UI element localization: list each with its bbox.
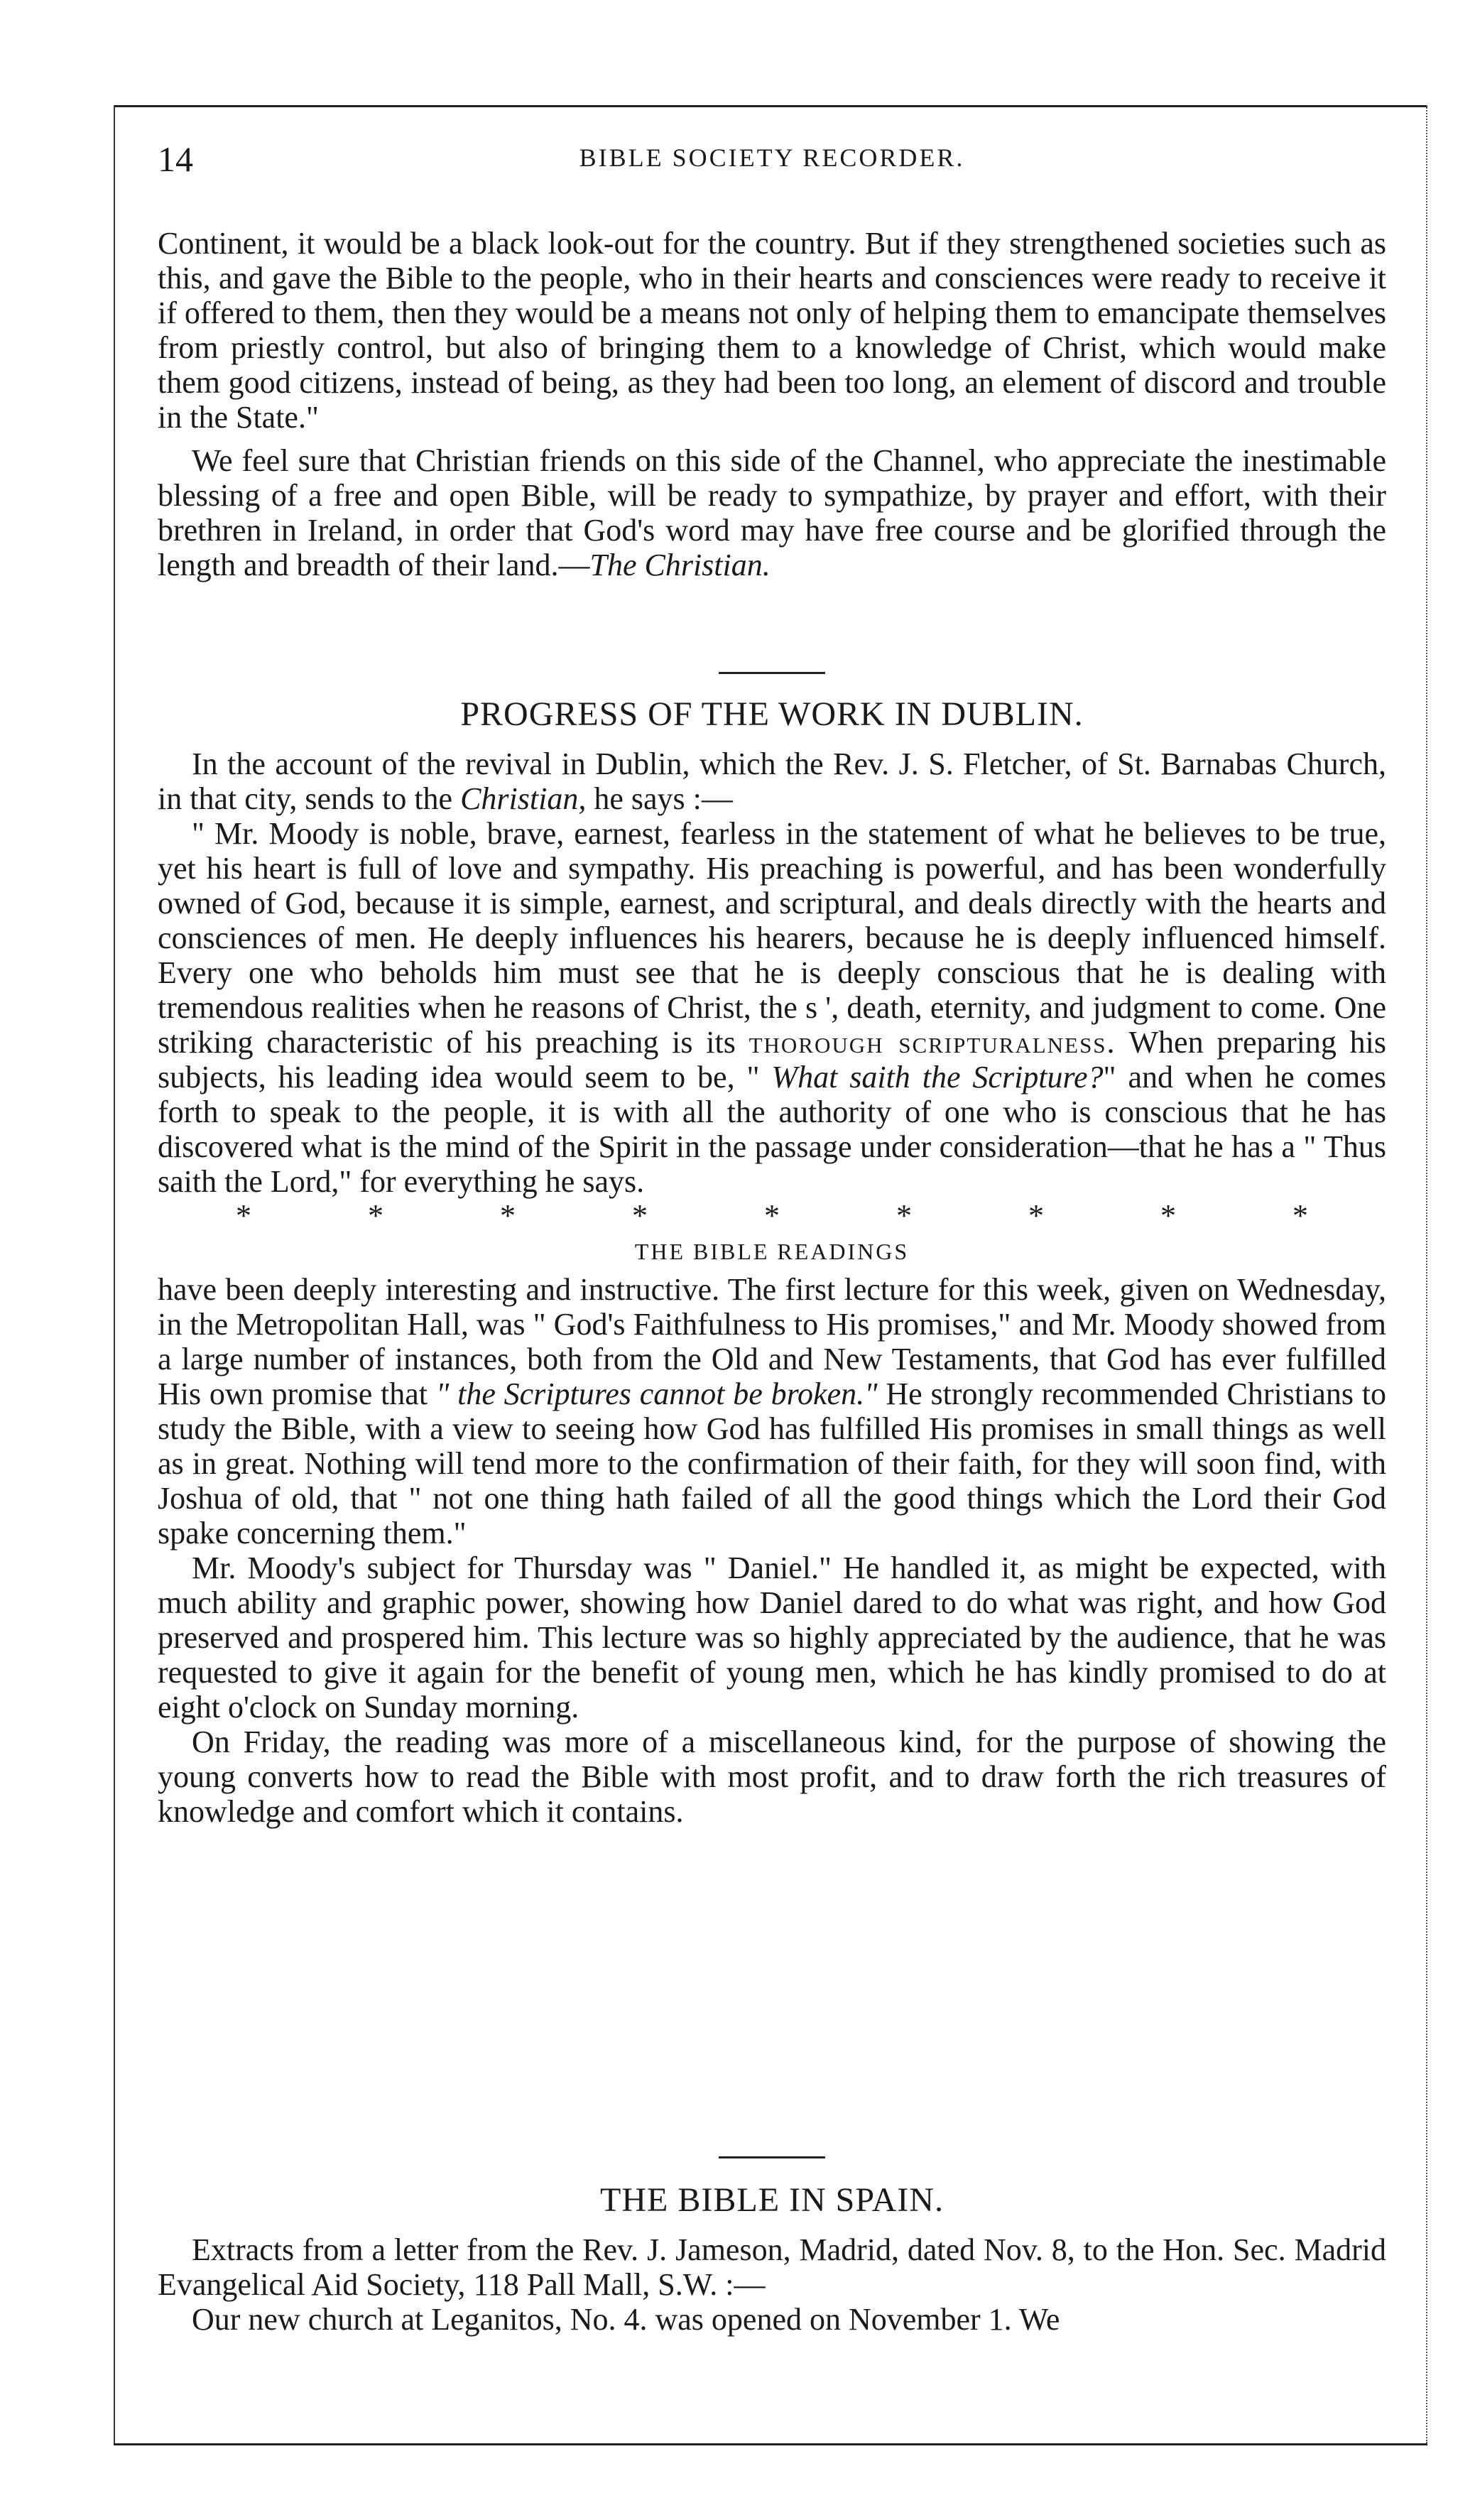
star: * xyxy=(632,1198,648,1233)
dublin-p1-italic: Christian, xyxy=(460,781,587,816)
dublin-p2-text-c: " and when he comes forth to speak to the people, it is with all the authority of one who is conscious that he has discovered what is the mind of the Spirit in the passage under consideration—that he has a " Thus saith the Lord," for everything he says. xyxy=(158,1060,1387,1199)
spain-paragraph-1: Extracts from a letter from the Rev. J. Jameson, Madrid, dated Nov. 8, to the Hon. Sec. Madrid Evangelical Aid Society, 118 Pall Mall, S.W. :— xyxy=(158,2232,1386,2302)
running-head: BIBLE SOCIETY RECORDER. xyxy=(579,143,965,172)
dublin-p1-text-b: he says :— xyxy=(586,781,733,816)
bible-readings-subhead: THE BIBLE READINGS xyxy=(634,1239,910,1264)
star: * xyxy=(236,1198,251,1233)
left-border xyxy=(114,105,115,2443)
section-divider xyxy=(719,672,825,674)
dublin-p2-italic: What saith the Scripture? xyxy=(771,1060,1104,1095)
dublin-paragraph-4: Mr. Moody's subject for Thursday was " Daniel." He handled it, as might be expected, with much ability and graphic power, showing how Daniel dared to do what was right, and how God preserved and prospered him. This lecture was so highly appreciated by the audience, that he was requested to give it again for the benefit of young men, which he has kindly promised to do at eight o'clock on Sunday morning. xyxy=(158,1550,1386,1725)
intro-source: The Christian. xyxy=(589,548,771,582)
page-header xyxy=(158,139,1386,181)
dublin-paragraph-5: On Friday, the reading was more of a miscellaneous kind, for the purpose of showing the young converts how to read the Bible with most profit, and to draw forth the rich treasures of knowledge and comfort which it contains. xyxy=(158,1725,1386,1829)
top-rule xyxy=(114,105,1427,107)
dublin-p3-text-b: He strongly recommended Christians to study the Bible, with a view to seeing how God has fulfilled His promises in small things as well as in great. Nothing will tend more to the confirmation of their faith, for they will soon find, with Joshua of old, that " not one thing hath failed of all the good things which the Lord their God spake concerning them." xyxy=(158,1376,1386,1550)
star: * xyxy=(764,1198,780,1233)
intro-paragraph-1: Continent, it would be a black look-out for the country. But if they strengthened societies such as this, and gave the Bible to the people, who in their hearts and consciences were ready to receive it if offered to them, then they would be a means not only of helping them to emancipate themselves from priestly control, but also of bringing them to a knowledge of Christ, which would make them good citizens, instead of being, as they had been too long, an element of discord and trouble in the State." xyxy=(158,226,1386,435)
page-number: 14 xyxy=(158,139,193,179)
spain-section xyxy=(158,2180,1386,2337)
star: * xyxy=(896,1198,912,1233)
dublin-p3-text-a: have been deeply interesting and instructive. The first lecture for this week, given on Wednesday, in the Metropolitan Hall, was " God's Faithfulness to His promises," and Mr. Moody showed from a large number of instances, both from the Old and New Testaments, that God has ever fulfilled His own promise that xyxy=(158,1272,1386,1411)
spain-title: THE BIBLE IN SPAIN. xyxy=(600,2181,944,2219)
dublin-paragraph-3 xyxy=(158,1272,1386,1550)
dublin-paragraph-1 xyxy=(158,746,1386,816)
dublin-section xyxy=(158,695,1386,1829)
dublin-paragraph-2 xyxy=(158,816,1386,1199)
intro-paragraph-2-text: We feel sure that Christian friends on this side of the Channel, who appreciate the inestimable blessing of a free and open Bible, will be ready to sympathize, by prayer and effort, with their brethren in Ireland, in order that God's word may have free course and be glorified through the length and breadth of their land.— xyxy=(158,443,1386,582)
section-divider xyxy=(719,2156,825,2158)
dublin-title: PROGRESS OF THE WORK IN DUBLIN. xyxy=(460,695,1084,733)
bottom-rule xyxy=(114,2443,1427,2445)
dublin-p3-italic: " the Scriptures cannot be broken." xyxy=(435,1376,878,1411)
dublin-p2-text-b: When preparing his subjects, his leading idea would seem to be, " xyxy=(158,1025,1387,1095)
divider-1 xyxy=(158,672,1386,674)
star: * xyxy=(1160,1198,1176,1233)
asterism xyxy=(158,1198,1386,1233)
star: * xyxy=(1292,1198,1308,1233)
dublin-p2-text-a: " Mr. Moody is noble, brave, earnest, fearless in the statement of what he believes to be true, yet his heart is full of love and sympathy. His preaching is powerful, and has been wonderfully owned of God, because it is simple, earnest, and scriptural, and deals directly with the hearts and consciences of men. He deeply influences his hearers, because he is deeply influenced himself. Every one who beholds him must see that he is deeply conscious that he is dealing with tremendous realities when he reasons of Christ, the s ', death, eternity, and judgment to come. One striking characteristic of his preaching is its xyxy=(158,816,1386,1060)
spain-paragraph-2: Our new church at Leganitos, No. 4. was opened on November 1. We xyxy=(192,2302,1060,2337)
divider-2 xyxy=(158,2156,1386,2158)
dublin-p1-text-a: In the account of the revival in Dublin, which the Rev. J. S. Fletcher, of St. Barnabas Church, in that city, sends to the xyxy=(158,746,1386,816)
dublin-p2-smallcaps: thorough scripturalness. xyxy=(749,1025,1116,1060)
intro-paragraph-2 xyxy=(158,443,1386,582)
right-border xyxy=(1426,105,1427,2443)
star: * xyxy=(1028,1198,1044,1233)
star: * xyxy=(500,1198,516,1233)
intro-section xyxy=(158,226,1386,582)
star: * xyxy=(368,1198,383,1233)
